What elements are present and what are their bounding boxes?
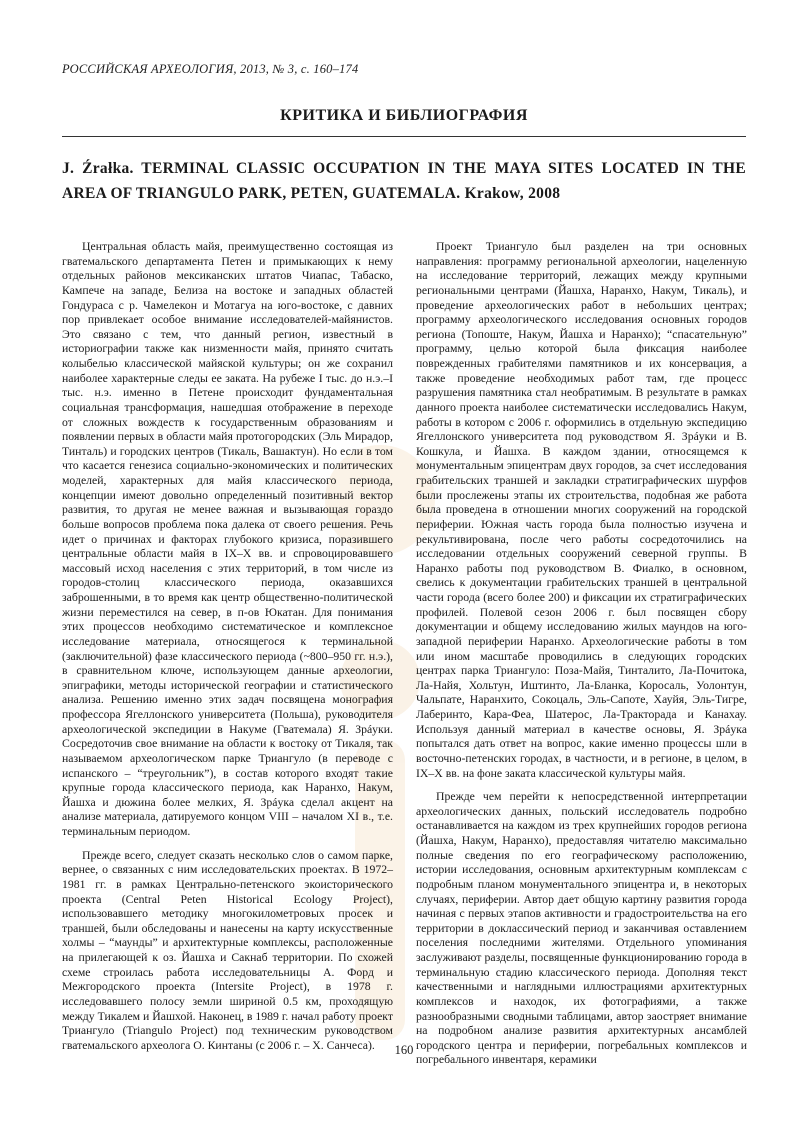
- paragraph: Прежде чем перейти к непосредственной интерпретации археологических данных, польский исследователь подробно останавливается на каждом из трех крупнейших городов региона (Йашха, Накум, Наранхо), предоставляя читателю максимально полные сведения по его географическому расположению, истории исследования, основным архитектурным комплексам с подробным планом монументального эпицентра и, в некоторых случаях, периферии. Автор дает общую картину развития города начиная с первых этапов активности и градостроительства на его территории в доклассический период и заканчивая оставлением поселения последними жителями. Отдельного упоминания заслуживают разделы, посвященные функционированию города в терминальную стадию классического периода. Дополняя текст качественными и наглядными иллюстрациями архитектурных комплексов и находок, их фотографиями, а также разнообразными сводными таблицами, автор заостряет внимание на подробном анализе развития архитектурных ансамблей городского центра и периферии, погребальных комплексов и погребального инвентаря, керамики: [416, 790, 747, 1067]
- left-column: [62, 240, 393, 1053]
- running-header: РОССИЙСКАЯ АРХЕОЛОГИЯ, 2013, № 3, с. 160–174: [62, 62, 359, 76]
- paragraph: Прежде всего, следует сказать несколько слов о самом парке, вернее, о связанных с ним исследовательских проектах. В 1972–1981 гг. в рамках Центрально-петенского экоисторического проекта (Central Peten Historical Ecology Project), использовавшего методику многокилометровых просек и траншей, были обследованы и нанесены на карту искусственные холмы – “маунды” и архитектурные комплексы, расположенные на прилегающей к оз. Йашха и Сакнаб территории. По схожей схеме строилась работа исследовательницы А. Форд и Межгородского проекта (Intersite Project), в 1978 г. исследовавшего полосу земли шириной 0.5 км, проходящую между Тикалем и Йашхой. Наконец, в 1989 г. начал работу проект Триангуло (Triangulo Project) под техническим руководством гватемальского археолога О. Кинтаны (с 2006 г. – Х. Санчеса).: [62, 848, 393, 1052]
- right-column: [416, 240, 747, 1068]
- paragraph: Проект Триангуло был разделен на три основных направления: программу региональной археологии, нацеленную на исследование территорий, лежащих между крупными региональными центрами (Йашха, Наранхо, Накум, Тикаль), и проведение археологических работ в небольших центрах; программу археологического исследования основных городов региона (Топоште, Накум, Йашха и Наранхо); “спасательную” программу, целью которой была фиксация наиболее поврежденных грабителями памятников и их консервация, а также проведение необходимых работ там, где процесс разрушения памятника стал необратимым. В результате в рамках данного проекта наиболее систематически исследовались Накум, работы в котором с 2006 г. оформились в отдельную экспедицию Ягеллонского университета под руководством Я. Зрáуки и В. Кошкула, и Йашха. В каждом здании, относящемся к монументальным эпицентрам двух городов, за счет исследования грабительских траншей и закладки стратиграфических шурфов были прослежены этапы их строительства, подобная же работа была проведена в отношении многих сооружений на городской периферии. Южная часть города была полностью изучена и рекультивирована, после чего работы сосредоточились на исследовании отдельных сооружений северной группы. В Наранхо работы под руководством В. Фиалко, в основном, свелись к документации грабительских траншей в центральной части города (всего более 200) и фиксации их стратиграфических профилей. Полевой сезон 2006 г. был посвящен сбору документации и общему исследованию жилых маундов на юго-западной периферии Наранхо. Археологические работы в том или ином масштабе проводились в следующих городских центрах парка Триангуло: Поза-Майя, Тинталито, Ла-Почитока, Ла-Найя, Хольтун, Иштинто, Ла-Бланка, Коросаль, Уолонтун, Чальпате, Наранхито, Сокоцаль, Эль-Сапоте, Хауйя, Эль-Тигре, Лаберинто, Кара-Феа, Шатерос, Ла-Тракторада и Канахау. Используя данный материал в качестве основы, Я. Зрáука попытался дать ответ на вопрос, какие именно процессы шли в восточно-петенских городах, в частности, и в регионе, в целом, в IX–X вв. на фоне заката классической культуры майя.: [416, 240, 747, 780]
- section-divider: [62, 136, 746, 137]
- page-number: 160: [394, 1043, 414, 1057]
- section-title: КРИТИКА И БИБЛИОГРАФИЯ: [280, 107, 528, 124]
- reviewed-book-title: J. Źrałka. TERMINAL CLASSIC OCCUPATION IN THE MAYA SITES LOCATED IN THE AREA OF TRIANGULO PARK, PETEN, GUATEMALA. Krakow, 2008: [62, 160, 746, 202]
- paragraph: Центральная область майя, преимущественно состоящая из гватемальского департамента Петен и примыкающих к нему отдельных районов мексиканских штатов Чиапас, Табаско, Кампече на западе, Белиза на востоке и западных областей Гондураса с р. Чамелекон и Мотагуа на юго-востоке, с давних пор привлекает особое внимание исследователей-майянистов. Это связано с тем, что данный регион, известный в историографии также как низменности майя, принято считать колыбелью классической майяской культуры; он же сохранил наиболее характерные следы ее заката. На рубеже I тыс. до н.э.–I тыс. н.э. именно в Петене происходит фундаментальная социальная трансформация, нашедшая отображение в переходе от сложных вождеств к государственным образованиям и появлении первых в области майя протогородских (Эль Мирадор, Тинталь) и городских центров (Тикаль, Вашактун). Но если в том что касается генезиса социально-экономических и политических моделей, характерных для майя классического периода, концепции имеют довольно определенный позитивный вектор развития, то другая не менее важная и вызывающая гораздо больше вопросов проблема пока далека от своего решения. Речь идет о причинах и факторах глубокого кризиса, поразившего центральные области майя в IX–X вв. и спровоцировавшего массовый исход населения с этих территорий, в том числе из городов-столиц классического периода, оказавшихся заброшенными, в то время как центр общественно-политической жизни переместился на север, в п-ов Юкатан. Для понимания этих процессов необходимо систематическое и комплексное исследование материала, относящегося к терминальной (заключительной) фазе классического периода (~800–950 гг. н.э.), в сравнительном ключе, использующем данные археологии, эпиграфики, методы исторической географии и статистического анализа. Решению именно этих задач посвящена монография профессора Ягеллонского университета (Польша), руководителя археологической экспедиции в Накуме (Гватемала) Я. Зрáуки. Сосредоточив свое внимание на области к востоку от Тикаля, так называемом археологическом парке Триангуло (в переводе с испанского – “треугольник”), в состав которого входят такие крупные города классического периода, как Наранхо, Накум, Йашха и дюжина более мелких, Я. Зрáука сделал акцент на анализе материала, датируемого концом VIII – началом XI в., т.е. терминальным периодом.: [62, 240, 393, 838]
